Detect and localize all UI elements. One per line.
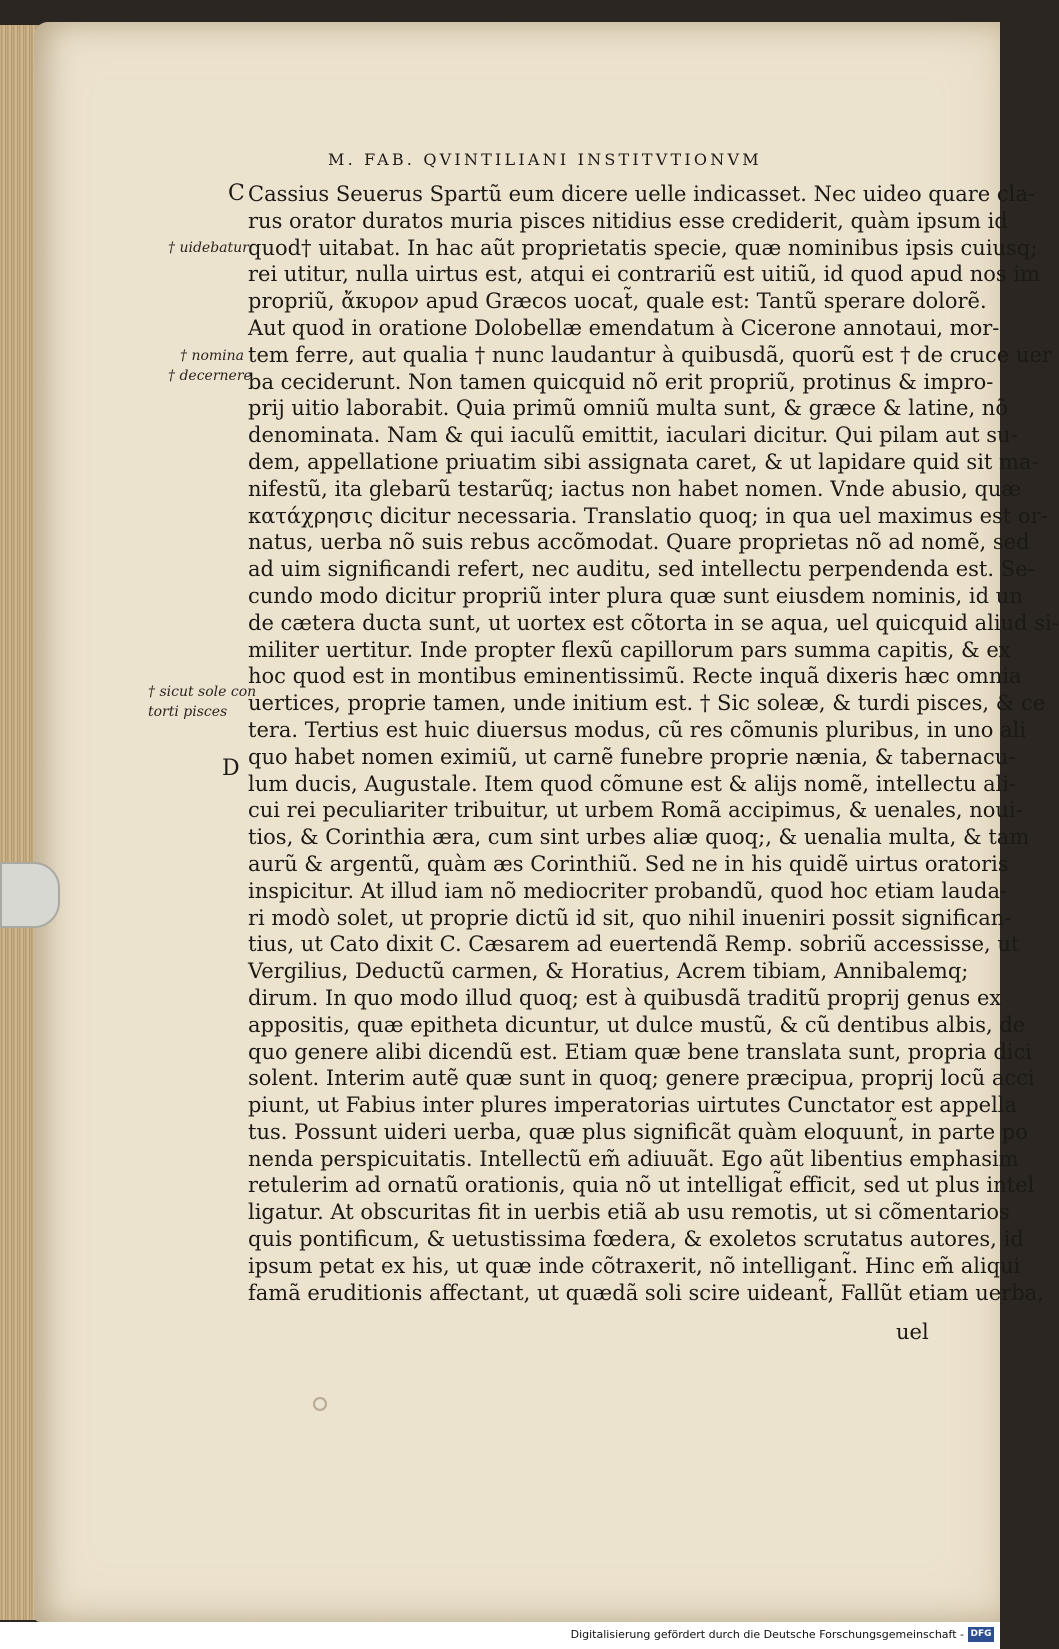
text-line: Cassius Seuerus Spartũ eum dicere uelle indicasset. Nec uideo quare cla-	[248, 182, 1036, 206]
text-line: quo genere alibi dicendũ est. Etiam quæ bene translata sunt, propria dici	[248, 1039, 1032, 1064]
text-line: piunt, ut Fabius inter plures imperatorias uirtutes Cunctator est appella	[248, 1093, 1018, 1118]
text-line: hoc quod est in montibus eminentissimũ. Recte inquã dixeris hæc omnia	[248, 664, 1022, 689]
text-line: κατάχρησις dicitur necessaria. Translatio quoq; in qua uel maximus est or-	[248, 503, 1048, 528]
text-line: ad uim significandi refert, nec auditu, sed intellectu perpendenda est. Se-	[248, 557, 1035, 582]
text-line: dirum. In quo modo illud quoq; est à quibusdã traditũ proprij genus ex	[248, 985, 1002, 1010]
text-line: ri modò solet, ut proprie dictũ id sit, quo nihil inueniri possit significan-	[248, 905, 1012, 930]
text-line: ligatur. At obscuritas fit in uerbis etiã ab usu remotis, ut si cõmentarios	[248, 1200, 1010, 1225]
body-text	[248, 181, 1059, 1306]
text-line: tus. Possunt uideri uerba, quæ plus significãt quàm eloquunt̃, in parte po	[248, 1119, 1028, 1144]
text-line: nenda perspicuitatis. Intellectũ em̃ adiuuãt. Ego aũt libentius emphasim	[248, 1146, 1019, 1171]
catchword: uel	[896, 1320, 929, 1344]
text-line: de cætera ducta sunt, ut uortex est cõtorta in se aqua, uel quicquid aliud si-	[248, 610, 1059, 635]
margin-note: † decernere	[168, 368, 252, 384]
text-line: quis pontificum, & uetustissima fœdera, & exoletos scrutatus autores, id	[248, 1227, 1024, 1252]
text-line: tem ferre, aut qualia † nunc laudantur à quibusdã, quorũ est † de cruce uer	[248, 342, 1052, 367]
text-line: inspicitur. At illud iam nõ mediocriter probandũ, quod hoc etiam lauda-	[248, 878, 1008, 903]
text-line: cui rei peculiariter tribuitur, ut urbem Romã accipimus, & uenales, noui-	[248, 798, 1023, 823]
section-letter-d: D	[222, 756, 240, 781]
text-line: appositis, quæ epitheta dicuntur, ut dulce mustũ, & cũ dentibus albis, de	[248, 1012, 1026, 1037]
text-line: rei utitur, nulla uirtus est, atqui ei contrariũ est uitiũ, id quod apud nos im	[248, 262, 1040, 287]
text-line: quod† uitabat. In hac aũt proprietatis specie, quæ nominibus ipsis cuiusq;	[248, 235, 1038, 260]
page-clip	[0, 862, 60, 928]
text-line: Aut quod in oratione Dolobellæ emendatum à Cicerone annotaui, mor-	[248, 315, 1000, 340]
dfg-logo-icon: DFG	[968, 1627, 994, 1642]
text-line: cundo modo dicitur propriũ inter plura quæ sunt eiusdem nominis, id un	[248, 583, 1023, 608]
text-line: ipsum petat ex his, ut quæ inde cõtraxerit, nõ intelligant̃. Hinc em̃ aliqui	[248, 1253, 1021, 1278]
text-line: lum ducis, Augustale. Item quod cõmune est & alijs nomẽ, intellectu ali-	[248, 771, 1017, 796]
text-line: dem, appellatione priuatim sibi assignata caret, & ut lapidare quid sit ma-	[248, 449, 1039, 474]
section-letter-c: C	[228, 181, 245, 206]
running-head: M. FAB. QVINTILIANI INSTITVTIONVM	[328, 150, 762, 169]
paper-spot	[313, 1397, 327, 1411]
margin-note: † sicut sole con	[148, 684, 257, 700]
text-line: tera. Tertius est huic diuersus modus, cũ res cõmunis pluribus, in uno ali	[248, 717, 1027, 742]
margin-note: torti pisces	[148, 704, 228, 720]
text-line: retulerim ad ornatũ orationis, quia nõ ut intelligat̃ efficit, sed ut plus intel	[248, 1173, 1035, 1198]
text-line: uertices, proprie tamen, unde initium est. † Sic soleæ, & turdi pisces, & ce	[248, 691, 1046, 716]
digitization-footer	[0, 1622, 1000, 1649]
text-line: famã eruditionis affectant, ut quædã soli scire uideant̃, Fallũt etiam uerba,	[248, 1280, 1044, 1305]
text-line: aurũ & argentũ, quàm æs Corinthiũ. Sed ne in his quidẽ uirtus oratoris	[248, 851, 1009, 876]
text-line: militer uertitur. Inde propter flexũ capillorum pars summa capitis, & ex	[248, 637, 1011, 662]
text-line: quo habet nomen eximiũ, ut carnẽ funebre proprie nænia, & tabernacu-	[248, 744, 1016, 769]
text-line: denominata. Nam & qui iaculũ emittit, iaculari dicitur. Qui pilam aut su-	[248, 423, 1018, 448]
text-line: natus, uerba nõ suis rebus accõmodat. Quare proprietas nõ ad nomẽ, sed	[248, 530, 1030, 555]
text-line: nifestũ, ita glebarũ testarũq; iactus non habet nomen. Vnde abusio, quæ	[248, 476, 1022, 501]
margin-note: † nomina	[180, 348, 245, 364]
text-line: Vergilius, Deductũ carmen, & Horatius, Acrem tibiam, Annibalemq;	[248, 959, 969, 984]
text-line: rus orator duratos muria pisces nitidius esse crediderit, quàm ipsum id	[248, 208, 1008, 233]
text-line: prij uitio laborabit. Quia primũ omniũ multa sunt, & græce & latine, nõ	[248, 396, 1008, 421]
text-line: tius, ut Cato dixit C. Cæsarem ad euertendã Remp. sobriũ accessisse, ut	[248, 932, 1020, 957]
text-line: propriũ, ἄκυρον apud Græcos uocat̃, quale est: Tantũ sperare dolorẽ.	[248, 289, 987, 314]
text-line: solent. Interim autẽ quæ sunt in quoq; genere præcipua, proprij locũ acci	[248, 1066, 1035, 1091]
margin-note: † uidebatur	[168, 240, 249, 256]
text-line: ba ceciderunt. Non tamen quicquid nõ erit propriũ, protinus & impro-	[248, 369, 994, 394]
text-line: tios, & Corinthia æra, cum sint urbes aliæ quoq;, & uenalia multa, & tam	[248, 825, 1030, 850]
footer-credit: Digitalisierung gefördert durch die Deutsche Forschungsgemeinschaft -	[570, 1628, 964, 1641]
